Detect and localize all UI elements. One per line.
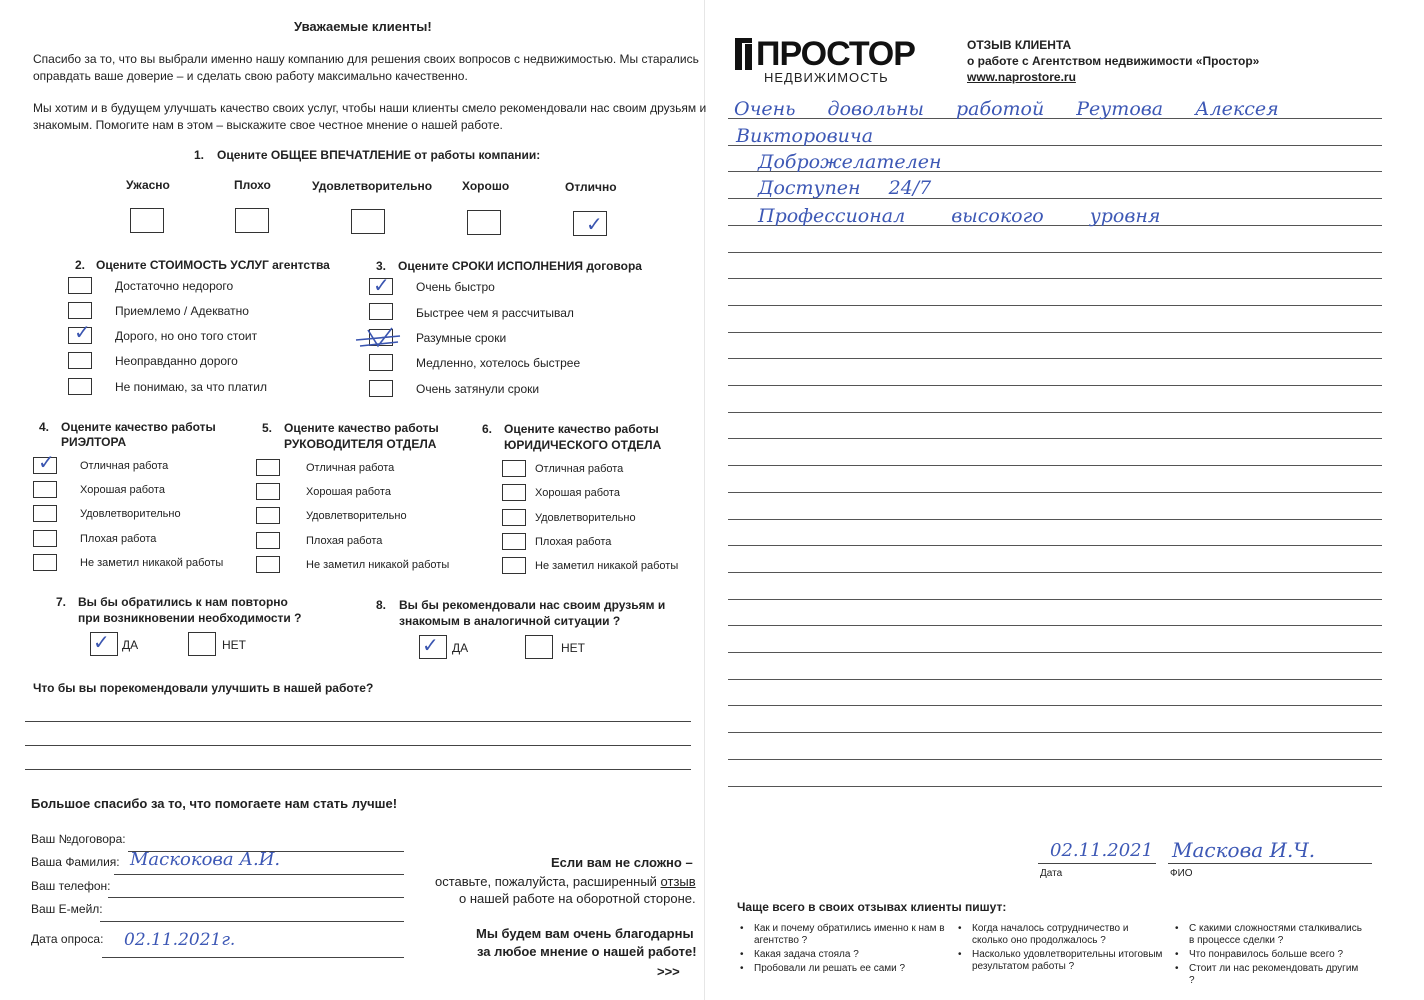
ruled-line (728, 599, 1382, 600)
q5-option: Плохая работа (306, 535, 383, 547)
review-text-line: Доступен 24/7 (758, 177, 932, 199)
survey-date-value: 02.11.2021г. (124, 930, 236, 950)
q4-number: 4. (39, 420, 50, 434)
q2-option: Неоправданно дорого (115, 354, 238, 368)
hints-title: Чаще всего в своих отзывах клиенты пишут: (737, 900, 1007, 914)
hint-item: • Что понравилось больше всего ? (1175, 949, 1344, 960)
q5-option: Хорошая работа (306, 486, 391, 498)
final-line-1: Мы будем вам очень благодарны (476, 926, 694, 941)
q5-checkbox[interactable] (256, 556, 280, 573)
checkmark-icon: ✓ (422, 633, 439, 657)
q1-title: Оцените ОБЩЕЕ ВПЕЧАТЛЕНИЕ от работы компании: (217, 148, 541, 162)
q5-option: Не заметил никакой работы (306, 559, 450, 571)
q2-checkbox[interactable] (68, 352, 92, 369)
answer-line (25, 769, 691, 770)
q3-number: 3. (376, 259, 387, 273)
q7-title-line-1: Вы бы обратились к нам повторно (78, 595, 288, 609)
q1-number: 1. (194, 148, 205, 162)
building-icon (734, 36, 758, 72)
ruled-line (728, 465, 1382, 466)
q6-checkbox[interactable] (502, 557, 526, 574)
ruled-line (728, 358, 1382, 359)
q2-option: Приемлемо / Адекватно (115, 304, 249, 318)
review-text-line: Очень довольны работой Реутова Алексея (734, 98, 1279, 120)
logo-subtitle: НЕДВИЖИМОСТЬ (764, 70, 889, 85)
checkmark-icon: ✓ (38, 450, 55, 474)
checkmark-icon: ✓ (586, 212, 603, 236)
arrows: >>> (657, 964, 680, 979)
ruled-line (728, 652, 1382, 653)
date-caption: Дата (1040, 868, 1063, 879)
email-label: Ваш Е-мейл: (31, 902, 103, 916)
q6-checkbox[interactable] (502, 509, 526, 526)
q4-option: Плохая работа (80, 533, 157, 545)
q6-option: Отличная работа (535, 463, 624, 475)
q5-checkbox[interactable] (256, 459, 280, 476)
q8-title-line-2: знакомым в аналогичной ситуации ? (399, 614, 621, 628)
surname-label: Ваша Фамилия: (31, 855, 120, 869)
q1-option-label: Удовлетворительно (312, 179, 433, 193)
prostor-logo (734, 36, 914, 88)
q8-number: 8. (376, 598, 387, 612)
phone-field[interactable] (108, 897, 404, 898)
intro-line-3: Мы хотим и в будущем улучшать качество своих услуг, чтобы наши клиенты смело рекомендовали нас своим друзьям и (33, 101, 707, 115)
ruled-line (728, 625, 1382, 626)
date-field[interactable] (102, 957, 404, 958)
ruled-line (728, 492, 1382, 493)
q2-checkbox[interactable] (68, 277, 92, 294)
q7-no-label: НЕТ (222, 638, 246, 652)
q4-checkbox[interactable] (33, 554, 57, 571)
ruled-line (728, 438, 1382, 439)
checkmark-icon: ✓ (93, 630, 110, 654)
q6-option: Не заметил никакой работы (535, 560, 679, 572)
surname-value: Маскокова А.И. (130, 849, 281, 870)
q3-title: Оцените СРОКИ ИСПОЛНЕНИЯ договора (398, 259, 642, 273)
date-sign-line (1038, 863, 1156, 864)
q7-number: 7. (56, 595, 67, 609)
review-text-line: Викторовича (736, 125, 874, 147)
q3-checkbox[interactable] (369, 380, 393, 397)
q4-title-line-1: Оцените качество работы (61, 420, 216, 434)
q4-option: Удовлетворительно (80, 508, 181, 520)
answer-line (25, 721, 691, 722)
intro-line-4: знакомым. Помогите нам в этом – выскажите свое честное мнение о нашей работе. (33, 118, 503, 132)
q4-checkbox[interactable] (33, 481, 57, 498)
email-field[interactable] (100, 921, 404, 922)
date-label: Дата опроса: (31, 932, 104, 946)
q1-checkbox-bad[interactable] (235, 208, 269, 233)
q6-checkbox[interactable] (502, 533, 526, 550)
q3-checkbox[interactable] (369, 354, 393, 371)
q3-option: Разумные сроки (416, 331, 507, 345)
q2-option: Достаточно недорого (115, 279, 234, 293)
q4-checkbox[interactable] (33, 530, 57, 547)
q5-title-line-2: РУКОВОДИТЕЛЯ ОТДЕЛА (284, 437, 437, 451)
scribble-cross-out-icon (354, 326, 404, 350)
q1-option-label: Хорошо (462, 179, 510, 193)
q2-option: Не понимаю, за что платил (115, 380, 268, 394)
fio-sign-line (1168, 863, 1372, 864)
fio-caption: ФИО (1170, 868, 1193, 879)
q5-option: Удовлетворительно (306, 510, 407, 522)
q2-title: Оцените СТОИМОСТЬ УСЛУГ агентства (96, 258, 330, 272)
q1-option-label: Отлично (565, 180, 617, 194)
hint-item: • Как и почему обратились именно к нам в агентство ? (740, 923, 945, 946)
q7-no-checkbox[interactable] (188, 632, 216, 656)
checkmark-icon: ✓ (74, 320, 91, 344)
ruled-line (728, 278, 1382, 279)
ruled-line (728, 786, 1382, 787)
q5-title-line-1: Оцените качество работы (284, 421, 439, 435)
ruled-line (728, 679, 1382, 680)
ruled-line (728, 759, 1382, 760)
ruled-line (728, 519, 1382, 520)
hint-item: • С какими сложностями сталкивались в процессе сделки ? (1175, 923, 1362, 946)
ruled-line (728, 412, 1382, 413)
q6-checkbox[interactable] (502, 484, 526, 501)
q2-number: 2. (75, 258, 86, 272)
q5-checkbox[interactable] (256, 532, 280, 549)
final-line-2: за любое мнение о нашей работе! (477, 944, 697, 959)
q1-option-label: Ужасно (126, 178, 170, 192)
hint-item: • Насколько удовлетворительны итоговым результатом работы ? (958, 949, 1163, 972)
q1-option-label: Плохо (234, 178, 271, 192)
intro-line-2: оправдать ваше доверие – и сделать свою работу максимально качественно. (33, 69, 468, 83)
hint-item: • Стоит ли нас рекомендовать другим ? (1175, 963, 1359, 986)
q6-number: 6. (482, 422, 493, 436)
thanks-heading: Большое спасибо за то, что помогаете нам стать лучше! (31, 796, 398, 811)
ruled-line (728, 385, 1382, 386)
review-title: ОТЗЫВ КЛИЕНТА (967, 38, 1072, 52)
page-title: Уважаемые клиенты! (294, 19, 432, 34)
q4-checkbox[interactable] (33, 505, 57, 522)
contract-label: Ваш №договора: (31, 832, 126, 846)
q3-checkbox[interactable] (369, 303, 393, 320)
hints-column-2 (958, 923, 1163, 975)
q1-checkbox-satisfactory[interactable] (351, 209, 385, 234)
signature-date: 02.11.2021 (1050, 840, 1154, 861)
q7-title-line-2: при возникновении необходимости ? (78, 611, 302, 625)
q3-option: Очень затянули сроки (416, 382, 540, 396)
q6-title-line-2: ЮРИДИЧЕСКОГО ОТДЕЛА (504, 438, 662, 452)
signature-name: Маскова И.Ч. (1172, 838, 1316, 862)
q3-option: Быстрее чем я рассчитывал (416, 306, 574, 320)
review-link[interactable]: отзыв (660, 874, 696, 889)
q6-option: Плохая работа (535, 536, 612, 548)
q6-option: Хорошая работа (535, 487, 620, 499)
q5-checkbox[interactable] (256, 483, 280, 500)
q4-option: Не заметил никакой работы (80, 557, 224, 569)
q4-option: Отличная работа (80, 460, 169, 472)
q5-number: 5. (262, 421, 273, 435)
hints-column-3 (1175, 923, 1365, 989)
q6-title-line-1: Оцените качество работы (504, 422, 659, 436)
q8-yes-label: ДА (452, 641, 469, 655)
review-text-line: Доброжелателен (758, 151, 942, 173)
ruled-line (728, 305, 1382, 306)
q2-checkbox[interactable] (68, 378, 92, 395)
q3-option: Медленно, хотелось быстрее (416, 356, 581, 370)
hint-item: • Какая задача стояла ? (740, 949, 859, 960)
q5-checkbox[interactable] (256, 507, 280, 524)
q6-option: Удовлетворительно (535, 512, 636, 524)
answer-line (25, 745, 691, 746)
q2-checkbox[interactable] (68, 302, 92, 319)
hints-column-1 (740, 923, 952, 977)
review-subtitle: о работе с Агентством недвижимости «Простор» (967, 54, 1260, 68)
q8-title-line-1: Вы бы рекомендовали нас своим друзьям и (399, 598, 666, 612)
ruled-line (728, 732, 1382, 733)
ruled-line (728, 705, 1382, 706)
q8-no-label: НЕТ (561, 641, 585, 655)
hint-item: • Пробовали ли решать ее сами ? (740, 963, 906, 974)
logo-text: ПРОСТОР (756, 35, 915, 73)
ruled-line (728, 545, 1382, 546)
intro-line-1: Спасибо за то, что вы выбрали именно нашу компанию для решения своих вопросов с недвижимостью. Мы старались (33, 52, 699, 66)
phone-label: Ваш телефон: (31, 879, 111, 893)
q2-option: Дорого, но оно того стоит (115, 329, 258, 343)
q8-no-checkbox[interactable] (525, 635, 553, 659)
ruled-line (728, 332, 1382, 333)
q6-checkbox[interactable] (502, 460, 526, 477)
q4-option: Хорошая работа (80, 484, 165, 496)
q1-checkbox-terrible[interactable] (130, 208, 164, 233)
checkmark-icon: ✓ (373, 273, 390, 297)
q5-option: Отличная работа (306, 462, 395, 474)
hint-item: • Когда началось сотрудничество и сколько оно продолжалось ? (958, 923, 1129, 946)
website-link[interactable]: www.naprostore.ru (967, 70, 1076, 84)
ruled-line (728, 572, 1382, 573)
q3-option: Очень быстро (416, 280, 495, 294)
page-divider (704, 0, 705, 1000)
q4-title-line-2: РИЭЛТОРА (61, 435, 127, 449)
surname-field[interactable] (114, 874, 404, 875)
q7-yes-label: ДА (122, 638, 139, 652)
review-text-line: Профессионал высокого уровня (758, 205, 1161, 227)
note-heading: Если вам не сложно – (551, 855, 693, 870)
ruled-line (728, 252, 1382, 253)
improve-question: Что бы вы порекомендовали улучшить в нашей работе? (33, 681, 374, 695)
note-line-2: оставьте, пожалуйста, расширенный отзыв (435, 874, 696, 889)
note-line-3: о нашей работе на оборотной стороне. (459, 891, 696, 906)
q1-checkbox-good[interactable] (467, 210, 501, 235)
